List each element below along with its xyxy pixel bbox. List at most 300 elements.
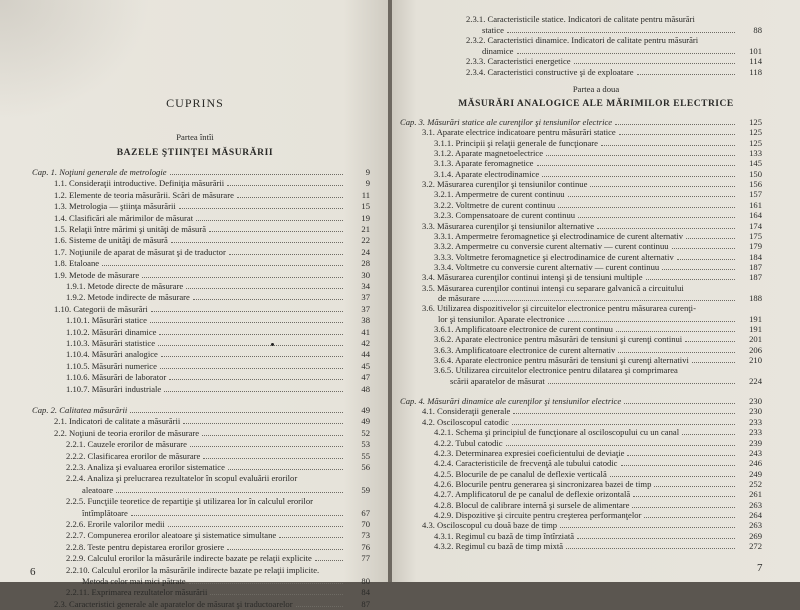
entry-page-number: 88	[753, 24, 762, 35]
leader-dots	[151, 310, 343, 312]
entry-title: lor şi tensiunilor. Aparate electronice	[438, 313, 565, 324]
entry-title: 1.9.2. Metode indirecte de măsurare	[66, 292, 190, 303]
toc-entry	[54, 213, 370, 224]
toc-entry	[434, 489, 762, 500]
toc-entry	[66, 451, 370, 462]
leader-dots	[168, 525, 343, 527]
leader-dots	[615, 123, 735, 125]
toc-entry	[466, 67, 762, 78]
entry-title: 1.9.1. Metode directe de măsurare	[66, 281, 184, 291]
entry-page-number: 84	[361, 587, 370, 598]
entry-title: 4.3.1. Regimul cu bază de timp întîrziată	[434, 530, 575, 541]
toc-entry	[54, 599, 370, 610]
entry-page-number: 38	[361, 315, 370, 326]
leader-dots	[574, 62, 735, 64]
entry-page-number: 249	[749, 468, 762, 479]
toc-entry	[422, 520, 762, 531]
toc-entry	[434, 138, 762, 149]
entry-page-number: 174	[749, 220, 762, 231]
toc-entry	[434, 541, 762, 552]
leader-dots	[512, 423, 735, 425]
entry-title: 3.1.4. Aparate electrodinamice	[434, 168, 540, 179]
leader-dots	[150, 321, 343, 323]
entry-page-number: 150	[749, 168, 762, 179]
contents-title: CUPRINS	[166, 96, 224, 110]
leader-dots	[316, 503, 343, 504]
entry-title: dinamice	[482, 45, 514, 56]
entry-page-number: 230	[749, 406, 762, 417]
toc-entry	[54, 258, 370, 269]
leader-dots	[699, 310, 735, 311]
entry-page-number: 9	[365, 167, 370, 177]
toc-entry	[66, 565, 370, 576]
entry-title: 2.2.1. Cauzele erorilor de măsurare	[66, 439, 187, 450]
entry-title: 3.4. Măsurarea curenţilor continui intenşi şi de tensiuni multiple	[422, 272, 643, 283]
toc-entry	[422, 127, 762, 138]
entry-title: 2.3.2. Caracteristici dinamice. Indicatori de calitate pentru măsurări	[466, 35, 699, 46]
toc-entry	[434, 324, 762, 335]
toc-entry	[434, 510, 762, 521]
leader-dots	[171, 241, 343, 243]
leader-dots	[513, 412, 735, 414]
toc-entry	[438, 293, 762, 304]
toc-entry	[434, 438, 762, 449]
leader-dots	[203, 457, 343, 459]
toc-entry	[434, 345, 762, 356]
entry-page-number: 233	[749, 416, 762, 427]
entry-title: 1.10.7. Măsurări industriale	[66, 383, 162, 394]
leader-dots	[601, 144, 735, 146]
leader-dots	[590, 185, 735, 187]
leader-dots	[229, 253, 343, 255]
entry-page-number: 37	[361, 303, 370, 314]
entry-title: 1.9. Metode de măsurare	[54, 269, 140, 280]
entry-page-number: 252	[749, 478, 762, 489]
entry-page-number: 101	[749, 45, 762, 56]
entry-title: 2.2.2. Clasificarea erorilor de măsurare	[66, 450, 201, 461]
entry-title: 4.3. Osciloscopul cu două baze de timp	[422, 520, 558, 531]
entry-page-number: 45	[361, 360, 370, 371]
toc-entry	[434, 427, 762, 438]
entry-title: 3.6.5. Utilizarea circuitelor electronice pentru dilatarea şi comprimarea	[434, 365, 678, 376]
entry-page-number: 77	[361, 553, 370, 564]
toc-entry	[54, 247, 370, 258]
toc-entry	[82, 576, 370, 587]
left-page-number: 6	[30, 566, 36, 578]
entry-page-number: 70	[361, 519, 370, 529]
entry-page-number: 21	[361, 224, 370, 234]
chapter-entry	[32, 405, 370, 416]
leader-dots	[506, 444, 735, 446]
entry-title: 1.10.1. Măsurări statice	[66, 315, 147, 326]
entry-page-number: 263	[749, 520, 762, 531]
leader-dots	[577, 537, 735, 539]
leader-dots	[517, 52, 736, 54]
leader-dots	[190, 445, 343, 447]
toc-entry	[482, 25, 762, 36]
toc-entry	[66, 338, 370, 349]
entry-page-number: 191	[749, 324, 762, 334]
entry-page-number: 55	[361, 450, 370, 461]
entry-title: 1.8. Etaloane	[54, 258, 100, 269]
leader-dots	[507, 31, 735, 33]
toc-entry	[434, 262, 762, 273]
entry-title: statice	[482, 24, 504, 35]
entry-title: întîmplătoare	[82, 507, 128, 518]
leader-dots	[209, 230, 343, 232]
entry-page-number: 59	[361, 484, 370, 495]
leader-dots	[698, 21, 735, 22]
toc-entry	[434, 355, 762, 366]
entry-page-number: 28	[361, 258, 370, 269]
entry-title: 1.6. Sisteme de unităţi de măsură	[54, 235, 168, 246]
entry-page-number: 67	[361, 507, 370, 518]
entry-page-number: 239	[749, 437, 762, 448]
entry-title: 4.2.6. Blocurile pentru generarea şi sincronizarea bazei de timp	[434, 478, 652, 489]
ink-mark	[271, 343, 274, 346]
entry-title: Metoda celor mai mici pătrate	[82, 576, 186, 586]
entry-title: 3.2.2. Voltmetre de curent continuu	[434, 199, 556, 210]
entry-title: 4.2. Osciloscopul catodic	[422, 416, 509, 427]
toc-entry	[66, 587, 370, 598]
leader-dots	[597, 227, 735, 229]
leader-dots	[483, 299, 735, 301]
entry-title: 2.1. Indicatori de calitate a măsurării	[54, 416, 181, 427]
leader-dots	[279, 536, 343, 538]
entry-title: 2.2.4. Analiza şi prelucrarea rezultatelor în scopul evaluării erorilor	[66, 473, 298, 484]
toc-entry	[466, 14, 762, 25]
entry-page-number: 188	[749, 292, 762, 303]
part-one-title: BAZELE ŞTIINŢEI MĂSURĂRII	[116, 148, 274, 158]
entry-title: 1.10.3. Măsurări statistice	[66, 338, 156, 348]
entry-title: 3.6.4. Aparate electronice pentru măsurări de tensiuni şi curenţi alternativi	[434, 355, 689, 366]
entry-page-number: 125	[749, 137, 762, 148]
entry-page-number: 118	[749, 67, 762, 77]
leader-dots	[558, 206, 735, 208]
toc-entry	[66, 281, 370, 292]
leader-dots	[183, 422, 343, 424]
leader-dots	[142, 276, 343, 278]
toc-entry	[422, 303, 762, 314]
leader-dots	[179, 207, 343, 209]
toc-entry	[434, 210, 762, 221]
entry-title: 1.10.2. Măsurări dinamice	[66, 326, 157, 337]
entry-title: 3.3. Măsurarea curenţilor şi tensiunilor alternative	[422, 220, 595, 231]
toc-entry	[466, 56, 762, 67]
leader-dots	[566, 547, 735, 549]
entry-title: 3.6.2. Aparate electronice pentru măsurări de tensiuni şi curenţi continui	[434, 334, 683, 345]
entry-title: Cap. 4. Măsurări dinamice ale curenţilor şi tensiunilor electrice	[400, 396, 622, 407]
leader-dots	[568, 320, 735, 322]
toc-entry	[54, 190, 370, 201]
leader-dots	[662, 268, 735, 270]
entry-title: 4.2.8. Blocul de calibrare internă şi sursele de alimentare	[434, 499, 630, 510]
entry-title: 1.10.4. Măsurări analogice	[66, 349, 158, 360]
chapter-entry	[400, 396, 762, 407]
leader-dots	[228, 468, 343, 470]
entry-title: 4.2.7. Amplificatorul de pe canalul de deflexie orizontală	[434, 489, 631, 500]
entry-page-number: 34	[361, 281, 370, 291]
entry-page-number: 30	[361, 269, 370, 280]
entry-title: 4.2.9. Dispozitive şi circuite pentru creşterea performanţelor	[434, 509, 642, 520]
entry-page-number: 125	[749, 127, 762, 138]
entry-title: 3.2.3. Compensatoare de curent continuu	[434, 210, 576, 221]
leader-dots	[546, 154, 735, 156]
entry-title: 2.2.11. Exprimarea rezultatelor măsurării	[66, 587, 208, 598]
leader-dots	[227, 184, 343, 186]
entry-title: 3.1.1. Principii şi relaţii generale de funcţionare	[434, 137, 598, 148]
entry-title: 1.10. Categorii de măsurări	[54, 303, 148, 314]
entry-page-number: 269	[749, 530, 762, 541]
entry-title: 3.3.2. Ampermetre cu conversie curent alternativ — curent continuu	[434, 241, 669, 252]
entry-page-number: 37	[361, 292, 370, 303]
toc-entry	[422, 179, 762, 190]
leader-dots	[548, 382, 735, 384]
toc-entry	[466, 35, 762, 46]
entry-title: 4.2.3. Determinarea expresiei coeficientului de deviaţie	[434, 447, 625, 458]
leader-dots	[682, 433, 735, 435]
entry-title: aleatoare	[82, 484, 114, 495]
toc-entry	[422, 283, 762, 294]
entry-title: Cap. 3. Măsurări statice ale curenţilor şi tensiunilor electrice	[400, 117, 613, 127]
entry-title: 3.1. Aparate electrice indicatoare pentru măsurări statice	[422, 127, 616, 138]
entry-page-number: 164	[749, 210, 762, 221]
toc-entry	[422, 221, 762, 232]
entry-title: 1.4. Clasificări ale mărimilor de măsurat	[54, 212, 194, 223]
toc-entry	[66, 519, 370, 530]
leader-dots	[296, 605, 343, 607]
entry-page-number: 187	[749, 272, 762, 283]
entry-title: 2.2.5. Funcţiile teoretice de repartiţie şi utilizarea lor în calculul erorilor	[66, 496, 313, 507]
toc-entry	[66, 473, 370, 484]
toc-entry	[434, 231, 762, 242]
entry-title: 2.2.9. Calculul erorilor la măsurările indirecte bazate pe relaţii explicite	[66, 553, 312, 564]
leader-dots	[646, 278, 735, 280]
toc-entry	[422, 417, 762, 428]
entry-page-number: 157	[749, 189, 762, 200]
entry-title: 4.2.2. Tubul catodic	[434, 437, 503, 448]
entry-page-number: 210	[749, 355, 762, 366]
entry-page-number: 41	[361, 326, 370, 337]
entry-page-number: 87	[361, 598, 370, 609]
leader-dots	[193, 298, 343, 300]
leader-dots	[158, 344, 343, 346]
leader-dots	[116, 491, 343, 493]
toc-entry	[422, 406, 762, 417]
leader-dots	[102, 264, 343, 266]
leader-dots	[701, 42, 735, 43]
entry-page-number: 224	[749, 375, 762, 386]
entry-page-number: 156	[749, 179, 762, 190]
entry-page-number: 9	[365, 178, 370, 189]
leader-dots	[131, 514, 343, 516]
entry-title: scării aparatelor de măsurat	[450, 375, 545, 386]
toc-entry	[434, 252, 762, 263]
leader-dots	[610, 475, 735, 477]
entry-title: 2.2.3. Analiza şi evaluarea erorilor sistematice	[66, 462, 225, 472]
leader-dots	[687, 290, 735, 291]
entry-page-number: 114	[749, 56, 762, 67]
entry-page-number: 206	[749, 344, 762, 355]
toc-entry	[66, 553, 370, 564]
entry-page-number: 15	[361, 201, 370, 212]
leader-dots	[578, 216, 735, 218]
entry-page-number: 80	[361, 576, 370, 586]
entry-page-number: 19	[361, 212, 370, 223]
toc-entry	[66, 349, 370, 360]
leader-dots	[672, 247, 735, 249]
leader-dots	[170, 173, 343, 175]
leader-dots	[237, 196, 343, 198]
toc-entry	[54, 270, 370, 281]
entry-page-number: 56	[361, 462, 370, 472]
entry-title: 3.1.3. Aparate feromagnetice	[434, 158, 534, 169]
leader-dots	[633, 495, 735, 497]
entry-title: 2.2.8. Teste pentru depistarea erorilor grosiere	[66, 541, 225, 552]
entry-page-number: 187	[749, 261, 762, 272]
leader-dots	[618, 351, 735, 353]
toc-entry	[54, 201, 370, 212]
toc-entry	[422, 272, 762, 283]
toc-entry	[54, 224, 370, 235]
entry-page-number: 184	[749, 251, 762, 262]
entry-page-number: 233	[749, 427, 762, 438]
entry-title: 3.5. Măsurarea curenţilor continui intenşi cu separare galvanică a circuitului	[422, 282, 684, 293]
leader-dots	[210, 593, 343, 595]
entry-title: 3.2. Măsurarea curenţilor şi tensiunilor continue	[422, 179, 588, 190]
entry-page-number: 179	[749, 241, 762, 252]
entry-title: Cap. 2. Calitatea măsurării	[32, 405, 128, 415]
leader-dots	[161, 355, 343, 357]
toc-entry	[434, 500, 762, 511]
toc-entry	[66, 327, 370, 338]
entry-title: de măsurare	[438, 292, 480, 303]
entry-page-number: 161	[749, 199, 762, 210]
toc-entry	[482, 46, 762, 57]
entry-title: 4.1. Consideraţii generale	[422, 406, 511, 417]
entry-title: 1.7. Noţiunile de aparat de măsurat şi de traductor	[54, 246, 226, 257]
leader-dots	[619, 133, 735, 135]
entry-title: 3.3.4. Voltmetre cu conversie curent alternativ — curent continuu	[434, 261, 660, 272]
entry-title: 1.10.5. Măsurări numerice	[66, 360, 157, 371]
entry-title: 4.3.2. Regimul cu bază de timp mixtă	[434, 541, 564, 551]
leader-dots	[644, 516, 735, 518]
leader-dots	[130, 411, 343, 413]
toc-entry	[434, 448, 762, 459]
entry-page-number: 272	[749, 541, 762, 551]
entry-title: 4.2.5. Blocurile de pe canalul de deflexie verticală	[434, 468, 607, 479]
entry-page-number: 44	[361, 349, 370, 360]
leader-dots	[202, 434, 343, 436]
entry-title: 3.6.1. Amplificatoare electronice de curent continuu	[434, 324, 613, 334]
toc-entry	[66, 372, 370, 383]
chapter-entry	[400, 117, 762, 128]
entry-page-number: 264	[749, 509, 762, 520]
leader-dots	[654, 485, 735, 487]
entry-title: 3.6. Utilizarea dispozitivelor şi circuitelor electronice pentru măsurarea curenţi-	[422, 303, 696, 314]
toc-entry	[434, 479, 762, 490]
entry-title: 1.3. Metrologia — ştiinţa măsurării	[54, 201, 176, 212]
leader-dots	[685, 340, 735, 342]
entry-title: 2.2.10. Calculul erorilor la măsurările indirecte bazate pe relaţii implicite.	[66, 564, 320, 575]
toc-entry	[434, 365, 762, 376]
entry-page-number: 230	[749, 396, 762, 407]
entry-page-number: 49	[361, 405, 370, 415]
entry-title: Cap. 1. Noţiuni generale de metrologie	[32, 167, 167, 177]
entry-page-number: 42	[361, 338, 370, 348]
entry-page-number: 53	[361, 439, 370, 450]
entry-title: 3.3.1. Ampermetre feromagnetice şi electrodinamice de curent alternativ	[434, 230, 684, 241]
part-two-label: Partea a doua	[572, 84, 620, 94]
toc-entry	[434, 458, 762, 469]
leader-dots	[632, 506, 735, 508]
entry-page-number: 246	[749, 458, 762, 469]
entry-page-number: 22	[361, 235, 370, 246]
toc-entry	[66, 361, 370, 372]
leader-dots	[315, 559, 343, 561]
entry-title: 2.3.1. Caracteristicile statice. Indicatori de calitate pentru măsurări	[466, 14, 695, 24]
right-page-number: 7	[757, 562, 763, 574]
toc-entry	[450, 376, 762, 387]
leader-dots	[169, 378, 343, 380]
entry-title: 1.5. Relaţii între mărimi şi unităţi de măsură	[54, 224, 207, 234]
toc-entry	[434, 334, 762, 345]
toc-entry	[434, 189, 762, 200]
entry-title: 1.2. Elemente de teoria măsurării. Scări de măsurare	[54, 189, 234, 200]
leader-dots	[677, 258, 735, 260]
entry-page-number: 11	[361, 189, 370, 200]
toc-entry	[434, 531, 762, 542]
toc-entry	[54, 304, 370, 315]
leader-dots	[616, 330, 735, 332]
toc-entry	[82, 485, 370, 496]
entry-page-number: 73	[361, 530, 370, 541]
leader-dots	[196, 219, 343, 221]
right-page	[392, 0, 800, 582]
leader-dots	[692, 361, 735, 363]
entry-page-number: 145	[749, 158, 762, 169]
entry-page-number: 201	[749, 334, 762, 345]
entry-page-number: 48	[361, 383, 370, 394]
toc-entry	[434, 169, 762, 180]
leader-dots	[681, 372, 735, 373]
leader-dots	[637, 73, 735, 75]
entry-title: 2.3.3. Caracteristici energetice	[466, 56, 571, 67]
toc-entry	[66, 530, 370, 541]
entry-title: 2.2.6. Erorile valorilor medii	[66, 519, 165, 529]
toc-entry	[66, 384, 370, 395]
entry-title: 3.6.3. Amplificatoare electronice de curent alternativ	[434, 344, 616, 355]
toc-entry	[434, 200, 762, 211]
entry-title: 2.3. Caracteristici generale ale aparatelor de măsurat şi traductoarelor	[54, 598, 293, 609]
entry-title: 1.10.6. Măsurări de laborator	[66, 372, 167, 383]
entry-page-number: 24	[361, 246, 370, 257]
toc-entry	[434, 241, 762, 252]
toc-entry	[66, 496, 370, 507]
toc-entry	[54, 178, 370, 189]
leader-dots	[159, 333, 343, 335]
leader-dots	[227, 548, 343, 550]
leader-dots	[537, 164, 736, 166]
toc-entry	[66, 542, 370, 553]
toc-entry	[66, 292, 370, 303]
entry-title: 4.2.1. Schema şi principiul de funcţionare al osciloscopului cu un canal	[434, 427, 680, 438]
toc-entry	[54, 416, 370, 427]
entry-page-number: 261	[749, 489, 762, 500]
entry-page-number: 52	[361, 427, 370, 438]
entry-title: 2.2. Noţiuni de teoria erorilor de măsurare	[54, 427, 200, 438]
part-one-label: Partea întîi	[176, 132, 214, 142]
